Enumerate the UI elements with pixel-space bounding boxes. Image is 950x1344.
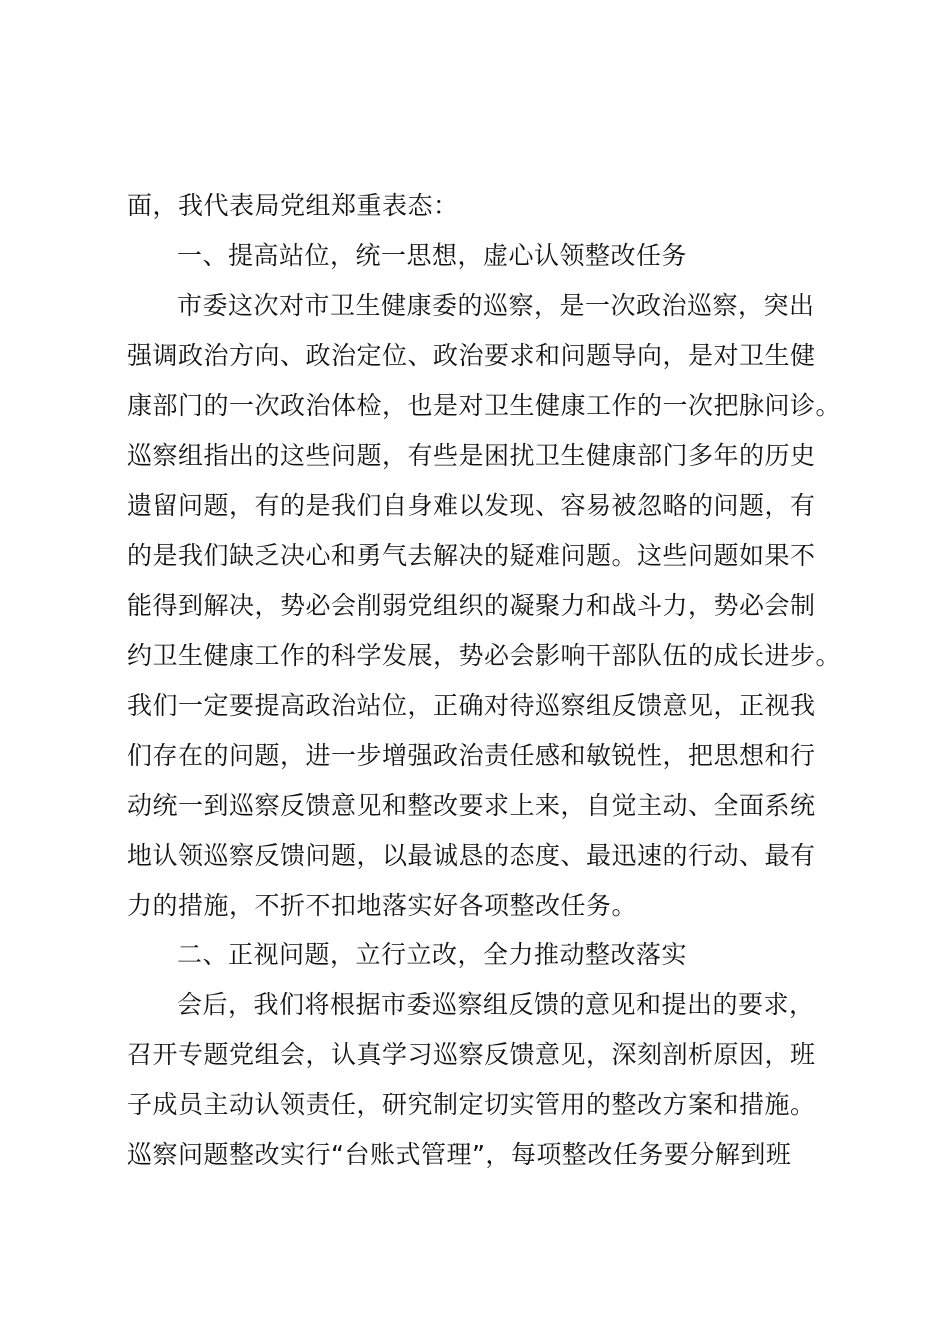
text-line: 能得到解决，势必会削弱党组织的凝聚力和战斗力，势必会制 (127, 591, 816, 620)
section-heading-1: 一、提高站位，统一思想，虚心认领整改任务 (177, 241, 688, 270)
text-line: 子成员主动认领责任，研究制定切实管用的整改方案和措施。 (127, 1090, 816, 1119)
text-line: 遗留问题，有的是我们自身难以发现、容易被忽略的问题，有 (127, 491, 816, 520)
text-line: 我们一定要提高政治站位，正确对待巡察组反馈意见，正视我 (127, 691, 816, 720)
text-line: 强调政治方向、政治定位、政治要求和问题导向，是对卫生健 (127, 341, 816, 370)
text-line: 约卫生健康工作的科学发展，势必会影响干部队伍的成长进步。 (127, 641, 842, 670)
text-line: 的是我们缺乏决心和勇气去解决的疑难问题。这些问题如果不 (127, 541, 816, 570)
text-line: 康部门的一次政治体检，也是对卫生健康工作的一次把脉问诊。 (127, 391, 842, 420)
text-line: 巡察组指出的这些问题，有些是困扰卫生健康部门多年的历史 (127, 441, 816, 470)
text-line: 地认领巡察反馈问题，以最诚恳的态度、最迅速的行动、最有 (127, 841, 816, 870)
text-line: 巡察问题整改实行“台账式管理”，每项整改任务要分解到班 (127, 1140, 792, 1169)
text-line: 会后，我们将根据市委巡察组反馈的意见和提出的要求， (177, 990, 815, 1019)
text-line: 召开专题党组会，认真学习巡察反馈意见，深刻剖析原因，班 (127, 1040, 816, 1069)
text-line: 动统一到巡察反馈意见和整改要求上来，自觉主动、全面系统 (127, 791, 816, 820)
text-line: 市委这次对市卫生健康委的巡察，是一次政治巡察，突出 (177, 291, 815, 320)
text-line: 们存在的问题，进一步增强政治责任感和敏锐性，把思想和行 (127, 741, 816, 770)
text-line: 面，我代表局党组郑重表态： (127, 191, 459, 220)
text-line: 力的措施，不折不扣地落实好各项整改任务。 (127, 891, 638, 920)
section-heading-2: 二、正视问题，立行立改，全力推动整改落实 (177, 940, 688, 969)
